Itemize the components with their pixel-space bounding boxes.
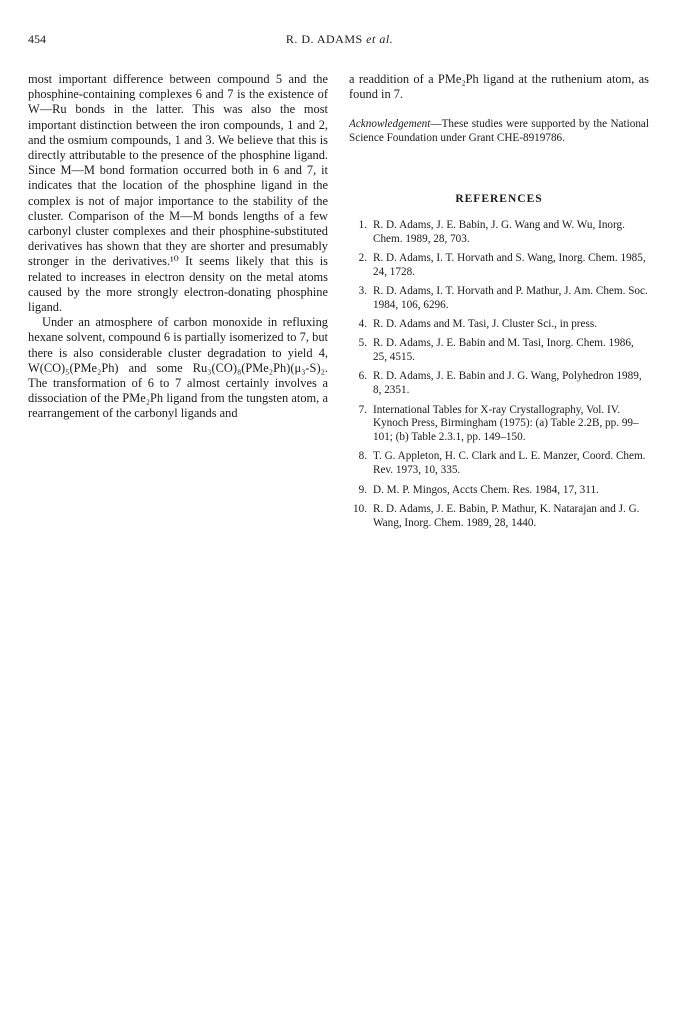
reference-item xyxy=(349,450,649,478)
reference-text: T. G. Appleton, H. C. Clark and L. E. Manzer, Coord. Chem. Rev. 1973, 10, 335. xyxy=(373,450,646,477)
reference-number: 7. xyxy=(358,403,367,416)
body-paragraph-2: Under an atmosphere of carbon monoxide in refluxing hexane solvent, compound 6 is partially isomerized to 7, but there is also considerable cluster degradation to yield 4, W(CO)₅(PMe₂Ph) and some Ru₃(CO)₈(PMe₂Ph)(μ₃-S)₂. The transformation of 6 to 7 almost certainly involves a dissociation of the PMe₂Ph ligand from the tungsten atom, a rearrangement of the carbonyl ligands and xyxy=(28,315,328,421)
body-paragraph-1: most important difference between compound 5 and the phosphine-containing complexes 6 and 7 is the existence of W—Ru bonds in the latter. This was also the most important distinction between the iron compounds, 1 and 2, and the osmium compounds, 1 and 3. We believe that this is directly attributable to the presence of the phosphine ligand. Since M—M bond formation occurred both in 6 and 7, it indicates that the location of the phosphine ligand in the complex is not of major importance to the stability of the cluster. Comparison of the M—M bonds lengths of a few carbonyl cluster complexes and their phosphine-substituted derivatives has shown that they are shorter and presumably stronger in the derivatives.¹⁰ It seems likely that this is related to increases in electron density on the metal atoms caused by the more strongly electron-donating phosphine ligand. xyxy=(28,72,328,315)
reference-text: R. D. Adams, J. E. Babin and M. Tasi, Inorg. Chem. 1986, 25, 4515. xyxy=(373,337,634,364)
acknowledgement-label: Acknowledgement xyxy=(349,118,431,131)
reference-text: R. D. Adams, I. T. Horvath and P. Mathur, J. Am. Chem. Soc. 1984, 106, 6296. xyxy=(373,284,648,311)
reference-item xyxy=(349,404,649,445)
reference-item xyxy=(349,484,649,498)
reference-text: R. D. Adams, J. E. Babin, P. Mathur, K. Natarajan and J. G. Wang, Inorg. Chem. 1989, 28, 1440. xyxy=(373,502,640,529)
reference-item xyxy=(349,503,649,531)
reference-item xyxy=(349,252,649,280)
running-head xyxy=(28,32,651,47)
reference-number: 5. xyxy=(358,337,367,350)
acknowledgement-text: —These studies were supported by the National Science Foundation under Grant CHE-8919786. xyxy=(349,118,649,144)
reference-item xyxy=(349,285,649,313)
reference-text: R. D. Adams, J. E. Babin, J. G. Wang and W. Wu, Inorg. Chem. 1989, 28, 703. xyxy=(373,218,625,245)
running-head-authors: R. D. ADAMS xyxy=(285,32,363,46)
page-header xyxy=(28,32,651,48)
page-number: 454 xyxy=(28,32,46,46)
left-column xyxy=(28,72,328,422)
reference-number: 3. xyxy=(358,284,367,297)
reference-text: D. M. P. Mingos, Accts Chem. Res. 1984, 17, 311. xyxy=(373,483,599,496)
running-head-etal: et al. xyxy=(366,32,394,46)
reference-number: 2. xyxy=(358,251,367,264)
acknowledgement xyxy=(349,118,649,145)
reference-item xyxy=(349,219,649,247)
reference-text: International Tables for X-ray Crystallography, Vol. IV. Kynoch Press, Birmingham (1975): (a) Table 2.2B, pp. 99–101; (b) Table 2.3.1, pp. 149–150. xyxy=(373,403,639,444)
reference-text: R. D. Adams, I. T. Horvath and S. Wang, Inorg. Chem. 1985, 24, 1728. xyxy=(373,251,646,278)
reference-number: 8. xyxy=(358,450,367,463)
references-heading: REFERENCES xyxy=(455,192,543,205)
reference-number: 1. xyxy=(358,218,367,231)
reference-text: R. D. Adams and M. Tasi, J. Cluster Sci., in press. xyxy=(373,318,597,331)
reference-item xyxy=(349,337,649,365)
right-column xyxy=(349,72,649,536)
reference-number: 6. xyxy=(358,370,367,383)
reference-item xyxy=(349,370,649,398)
reference-number: 9. xyxy=(358,483,367,496)
body-paragraph-continuation: a readdition of a PMe₂Ph ligand at the ruthenium atom, as found in 7. xyxy=(349,72,649,102)
references-list xyxy=(349,219,649,531)
reference-number: 4. xyxy=(358,318,367,331)
reference-item xyxy=(349,318,649,332)
reference-text: R. D. Adams, J. E. Babin and J. G. Wang, Polyhedron 1989, 8, 2351. xyxy=(373,370,642,397)
reference-number: 10. xyxy=(353,502,367,515)
